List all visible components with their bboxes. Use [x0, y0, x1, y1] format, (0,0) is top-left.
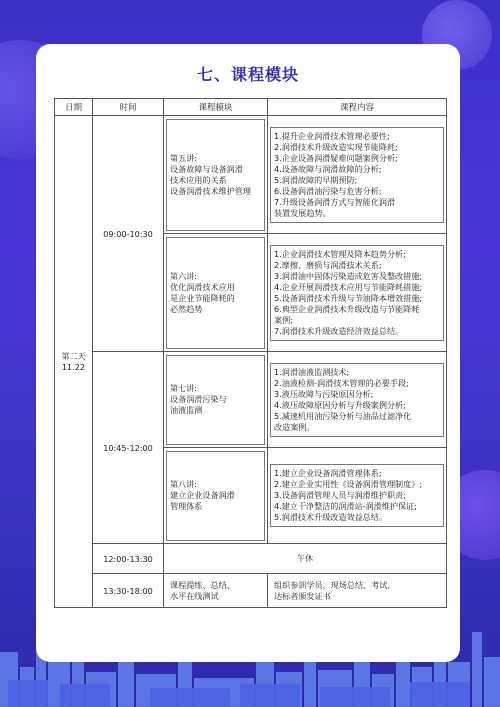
- table-row: [55, 574, 447, 608]
- time-slot: 13:30-18:00: [103, 585, 153, 596]
- course-module-card: [36, 44, 460, 662]
- content-line: 3.液压故障与污染原因分析;: [274, 388, 374, 399]
- content-line: 7.升级设备润滑方式与智能化润滑: [274, 196, 396, 207]
- time-slot: 10:45-12:00: [103, 442, 153, 453]
- module-cell: [164, 234, 268, 352]
- content-line: 达标者颁发证书: [274, 590, 331, 601]
- lunch-label: 午休: [296, 553, 314, 563]
- module-line: 第七讲:: [170, 383, 198, 393]
- content-line: 2.油液检测-润滑技术管理的必要手段;: [274, 377, 409, 388]
- content-cell: [268, 574, 447, 608]
- content-line: 2.润滑技术升级改造实现节能降耗;: [274, 141, 398, 152]
- content-line: 1.企业润滑技术管理及降本趋势分析;: [274, 248, 406, 259]
- content-line: 4.设备故障与润滑故障的分析;: [274, 163, 382, 174]
- content-line: 5.润滑故障的早期预防;: [274, 174, 358, 185]
- module-line: 油液监测: [170, 405, 203, 415]
- content-line: 6.设备润滑油污染与危害分析;: [274, 185, 382, 196]
- content-line: 2.建立企业实用性《设备润滑管理制度》;: [274, 479, 423, 489]
- table-row: [55, 352, 447, 448]
- content-cell: [268, 448, 447, 544]
- module-cell: [164, 352, 268, 448]
- time-cell: [93, 116, 164, 352]
- header-content: 课程内容: [268, 99, 447, 116]
- content-line: 案例;: [274, 314, 293, 325]
- module-line: 设备故障与设备润滑: [170, 163, 243, 174]
- module-line: 是企业节能降耗的: [170, 292, 235, 303]
- content-line: 3.设备润滑管理人员与润滑维护职责;: [274, 490, 406, 500]
- module-cell: [164, 116, 268, 234]
- day-label: 第二天: [61, 351, 86, 361]
- module-line: 课程提练、总结、: [170, 579, 235, 590]
- time-slot: 12:00-13:30: [103, 553, 153, 564]
- content-line: 改造案例。: [274, 421, 315, 432]
- time-cell: [93, 352, 164, 544]
- header-module: 课程模块: [164, 99, 268, 116]
- lunch-cell: [164, 544, 447, 574]
- module-line: 第五讲:: [170, 152, 198, 163]
- table-row: [55, 544, 447, 574]
- content-line: 装置发展趋势。: [274, 207, 331, 218]
- module-line: 优化润滑技术应用: [170, 281, 235, 292]
- module-line: 第六讲:: [170, 270, 198, 281]
- content-line: 3.企业设备润滑疑难问题案例分析;: [274, 152, 398, 163]
- module-cell: [164, 448, 268, 544]
- content-line: 7.润滑技术升级改造经济效益总结。: [274, 325, 404, 336]
- time-cell: [93, 574, 164, 608]
- content-line: 3.润滑油中固体污染造成危害及整改措施;: [274, 270, 423, 281]
- content-line: 4.企业开展润滑技术应用与节能降耗措施;: [274, 281, 423, 292]
- module-line: 设备润滑污染与: [170, 394, 227, 404]
- module-line: 技术应用的关系: [170, 174, 227, 185]
- content-line: 2.摩擦、磨损与润滑技术关系;: [274, 259, 382, 270]
- content-line: 1.提升企业润滑技术管理必要性;: [274, 130, 390, 141]
- module-line: 管理体系: [170, 501, 203, 511]
- content-line: 1.润滑油液监测技术;: [274, 366, 350, 377]
- content-line: 4.建立干净整洁的润滑站-润滑维护保证;: [274, 501, 417, 511]
- module-cell: [164, 574, 268, 608]
- table-row: [55, 116, 447, 234]
- day-cell: [55, 116, 93, 608]
- content-line: 5.设备润滑技术升级与节油降本增效措施;: [274, 292, 423, 303]
- content-cell: [268, 234, 447, 352]
- content-line: 5.润滑技术升级改造效益总结。: [274, 512, 387, 522]
- table-header-row: [55, 99, 447, 116]
- module-line: 建立企业设备润滑: [170, 490, 235, 500]
- content-line: 组织参训学员，现场总结、考试,: [274, 579, 390, 590]
- module-line: 第八讲:: [170, 479, 198, 489]
- module-line: 设备润滑技术维护管理: [170, 185, 251, 196]
- time-slot: 09:00-10:30: [103, 228, 153, 239]
- header-time: 时间: [93, 99, 164, 116]
- course-schedule-table: [54, 98, 447, 608]
- content-cell: [268, 352, 447, 448]
- content-line: 4.液压故障原因分析与升级案例分析;: [274, 399, 406, 410]
- page-title: 七、课程模块: [196, 65, 299, 84]
- time-cell: [93, 544, 164, 574]
- content-line: 1.建立企业设备润滑管理体系;: [274, 468, 382, 478]
- header-date: 日期: [55, 99, 93, 116]
- content-line: 6.典型企业润滑技术升级改造与节能降耗: [274, 303, 420, 314]
- module-line: 必然趋势: [170, 303, 203, 314]
- day-date: 11.22: [61, 362, 86, 372]
- content-line: 5.减速机用油污染分析与油品过滤净化: [274, 410, 412, 421]
- module-line: 水平在线测试: [170, 590, 219, 601]
- content-cell: [268, 116, 447, 234]
